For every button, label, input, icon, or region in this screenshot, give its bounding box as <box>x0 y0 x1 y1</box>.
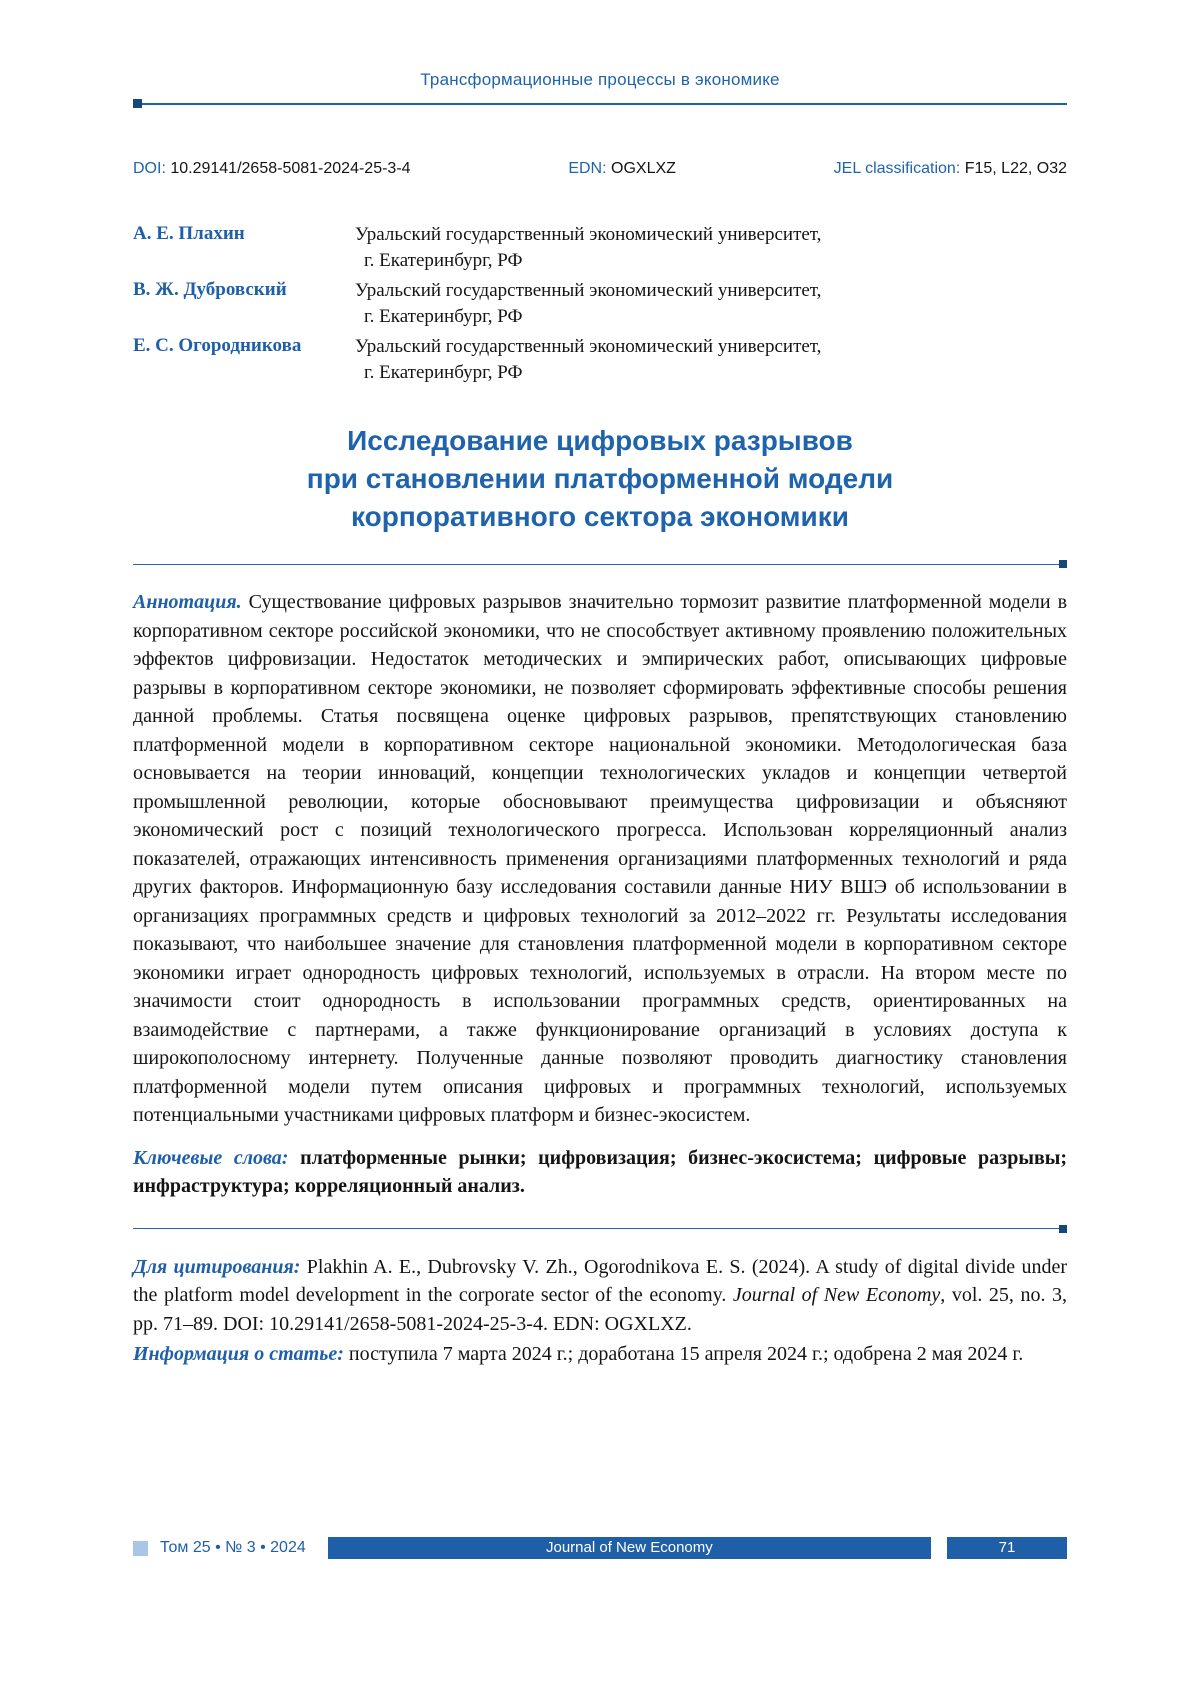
keywords-text: платформенные рынки; цифровизация; бизнес-экосистема; цифровые разрывы; инфраструктура; корреляционный анализ. <box>133 1146 1068 1197</box>
doi-group <box>133 160 411 178</box>
article-info-label: Информация о статье: <box>133 1343 344 1365</box>
author-name: В. Ж. Дубровский <box>133 279 287 300</box>
edn-group <box>568 160 676 178</box>
page-number: 71 <box>998 1539 1016 1556</box>
title-divider <box>133 560 1067 568</box>
citation-text-after: , vol. 25, no. 3, pp. 71–89. DOI: 10.29141/2658-5081-2024-25-3-4. EDN: OGXLXZ. <box>133 1284 1068 1335</box>
author-row <box>133 278 1067 330</box>
rule-square-right <box>1059 560 1067 568</box>
jel-label: JEL classification: <box>833 160 961 177</box>
authors-block <box>133 222 1067 386</box>
footer-journal-bar <box>328 1537 931 1559</box>
affiliation-city: г. Екатеринбург, РФ <box>364 250 523 271</box>
footer <box>133 1537 1067 1559</box>
title-line-1: Исследование цифровых разрывов <box>347 425 853 456</box>
keywords-paragraph <box>133 1144 1067 1201</box>
affiliation-line: Уральский государственный экономический университет, <box>355 224 822 245</box>
abstract-label: Аннотация. <box>133 591 242 613</box>
keywords-divider <box>133 1225 1067 1233</box>
author-affiliation <box>355 334 1067 386</box>
citation-label: Для цитирования: <box>133 1255 301 1278</box>
article-meta-row <box>133 160 1067 178</box>
doi-label: DOI: <box>133 160 166 177</box>
article-info-text: поступила 7 марта 2024 г.; доработана 15 апреля 2024 г.; одобрена 2 мая 2024 г. <box>348 1343 1024 1365</box>
citation-paragraph <box>133 1253 1067 1339</box>
affiliation-line: Уральский государственный экономический университет, <box>355 336 822 357</box>
abstract-paragraph <box>133 588 1067 1130</box>
citation-journal-name: Journal of New Economy <box>732 1284 941 1306</box>
rule-line <box>142 103 1067 105</box>
footer-volume: Том 25 • № 3 • 2024 <box>160 1539 306 1556</box>
abstract-text: Существование цифровых разрывов значительно тормозит развитие платформенной модели в корпоративном секторе российской экономики, что не способствует активному проявлению положительных эффектов цифровизации. Недостаток методических и эмпирических работ, описывающих цифровые разрывы в корпоративном секторе экономики, не позволяет сформировать эффективные способы решения данной проблемы. Статья посвящена оценке цифровых разрывов, препятствующих становлению платформенной модели в корпоративном секторе национальной экономики. Методологическая база основывается на теории инноваций, концепции технологических укладов и концепции четвертой промышленной революции, которые обосновывают преимущества цифровизации и объясняют экономический рост с позиций технологического прогресса. Использован корреляционный анализ показателей, отражающих интенсивность применения организациями платформенных технологий и ряда других факторов. Информационную базу исследования составили данные НИУ ВШЭ об использовании в организациях программных средств и цифровых технологий за 2012–2022 гг. Результаты исследования показывают, что наибольшее значение для становления платформенной модели в корпоративном секторе экономики играет однородность цифровых технологий, используемых в отрасли. На втором месте по значимости стоит однородность в использовании программных средств, ориентированных на взаимодействие с партнерами, а также функционирование организаций в условиях доступа к широкополосному интернету. Полученные данные позволяют проводить диагностику становления платформенной модели путем описания цифровых и программных технологий, используемых потенциальными участниками цифровых платформ и бизнес-экосистем. <box>133 591 1068 1126</box>
jel-group <box>834 160 1067 178</box>
jel-value: F15, L22, O32 <box>964 160 1067 177</box>
title-line-3: корпоративного сектора экономики <box>351 501 849 532</box>
rule-line <box>133 564 1059 565</box>
edn-value: OGXLXZ <box>611 160 676 177</box>
doi-value: 10.29141/2658-5081-2024-25-3-4 <box>170 160 411 177</box>
keywords-label: Ключевые слова: <box>133 1146 289 1169</box>
author-name: Е. С. Огородникова <box>133 335 302 356</box>
rule-line <box>133 1228 1059 1229</box>
rule-square-left <box>133 99 142 108</box>
running-head: Трансформационные процессы в экономике <box>420 70 780 89</box>
article-info-paragraph <box>133 1340 1067 1369</box>
footer-square-icon <box>133 1541 148 1556</box>
author-row <box>133 334 1067 386</box>
citation-text-before: Plakhin A. E., Dubrovsky V. Zh., Ogorodnikova E. S. (2024). A study of digital divide under the platform model development in the corporate sector of the economy. <box>133 1255 1067 1306</box>
edn-label: EDN: <box>568 160 607 177</box>
rule-square-right <box>1059 1225 1067 1233</box>
affiliation-city: г. Екатеринбург, РФ <box>364 362 523 383</box>
article-title <box>133 422 1067 536</box>
author-row <box>133 222 1067 274</box>
header-rule <box>133 99 1067 108</box>
title-line-2: при становлении платформенной модели <box>306 463 894 494</box>
author-name: А. Е. Плахин <box>133 223 245 244</box>
footer-journal-name: Journal of New Economy <box>546 1539 713 1556</box>
affiliation-line: Уральский государственный экономический университет, <box>355 280 822 301</box>
author-affiliation <box>355 222 1067 274</box>
affiliation-city: г. Екатеринбург, РФ <box>364 306 523 327</box>
author-affiliation <box>355 278 1067 330</box>
footer-page-number <box>947 1537 1067 1559</box>
